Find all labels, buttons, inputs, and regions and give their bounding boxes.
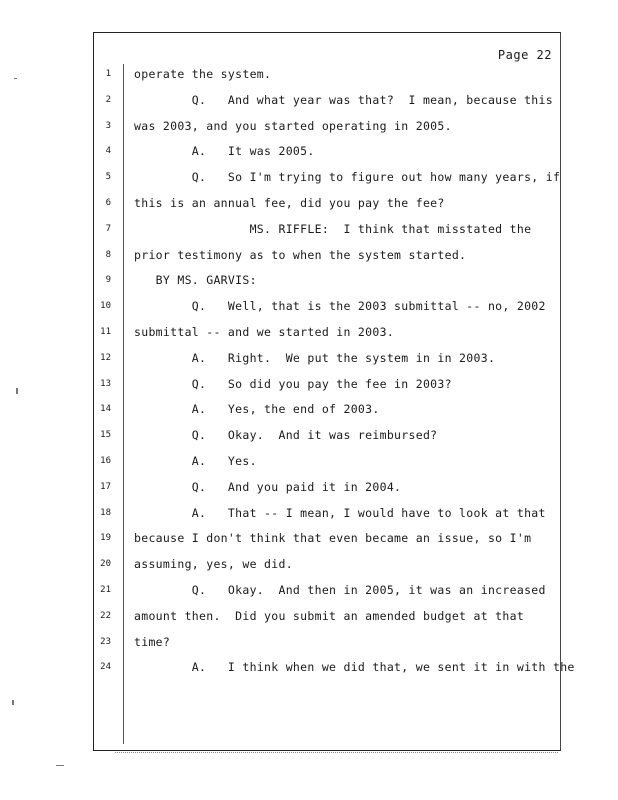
- transcript-line: Q. Okay. And then in 2005, it was an increased: [134, 583, 546, 597]
- line-number: 24: [100, 662, 111, 673]
- transcript-line: BY MS. GARVIS:: [134, 273, 257, 288]
- transcript-line: Q. Well, that is the 2003 submittal -- no, 2002: [134, 299, 546, 314]
- line-number: 13: [100, 378, 111, 389]
- line-number: 2: [105, 94, 111, 105]
- scan-speck: [14, 78, 17, 79]
- line-number: 10: [100, 301, 111, 312]
- transcript-line: time?: [134, 634, 171, 649]
- line-number: 18: [100, 507, 111, 518]
- line-number: 16: [100, 456, 111, 466]
- transcript-line: MS. RIFFLE: I think that misstated the: [134, 221, 532, 236]
- line-number: 22: [100, 610, 111, 621]
- transcript-line: Q. And what year was that? I mean, because this: [134, 92, 553, 107]
- line-number: 9: [105, 275, 111, 286]
- line-number: 12: [100, 352, 111, 363]
- transcript-line: A. That -- I mean, I would have to look at that: [134, 505, 546, 520]
- transcript-line: was 2003, and you started operating in 2005.: [134, 118, 452, 133]
- transcript-line: operate the system.: [134, 67, 272, 81]
- scan-speck: [16, 388, 18, 394]
- line-number: 15: [100, 430, 111, 441]
- transcript-line: Q. Okay. And it was reimbursed?: [134, 428, 438, 443]
- page-number: Page 22: [497, 48, 552, 62]
- page-footer-rule: [115, 752, 558, 753]
- line-number: 14: [100, 404, 111, 415]
- transcript-line: A. Right. We put the system in in 2003.: [134, 350, 496, 365]
- line-number: 8: [105, 249, 111, 260]
- line-number: 17: [100, 481, 111, 492]
- line-number: 6: [105, 198, 111, 208]
- transcript-line: A. I think when we did that, we sent it in with the: [134, 660, 575, 675]
- transcript-line: prior testimony as to when the system started.: [134, 247, 467, 262]
- transcript-line: Q. So I'm trying to figure out how many years, if: [134, 170, 561, 185]
- transcript-line: this is an annual fee, did you pay the fee?: [134, 196, 445, 210]
- line-number: 21: [100, 585, 111, 595]
- line-number: 19: [100, 533, 111, 544]
- transcript-line: A. Yes.: [134, 454, 257, 468]
- transcript-line: Q. So did you pay the fee in 2003?: [134, 376, 452, 391]
- line-number: 1: [105, 69, 111, 79]
- scan-speck: [56, 765, 64, 766]
- line-number: 5: [105, 172, 111, 183]
- line-number: 7: [105, 223, 111, 234]
- line-number: 3: [105, 120, 111, 131]
- transcript-line: Q. And you paid it in 2004.: [134, 479, 402, 494]
- line-number: 4: [105, 146, 111, 157]
- line-number-gutter-rule: [123, 64, 124, 744]
- transcript-line: A. Yes, the end of 2003.: [134, 402, 380, 417]
- transcript-line: A. It was 2005.: [134, 144, 315, 159]
- transcript-line: assuming, yes, we did.: [134, 557, 293, 572]
- line-number: 20: [100, 559, 111, 570]
- transcript-line: amount then. Did you submit an amended budget at that: [134, 608, 525, 623]
- transcript-line: because I don't think that even became an issue, so I'm: [134, 531, 532, 546]
- line-number: 23: [100, 636, 111, 647]
- scan-speck: [12, 700, 14, 705]
- transcript-line: submittal -- and we started in 2003.: [134, 325, 395, 339]
- line-number: 11: [100, 327, 111, 337]
